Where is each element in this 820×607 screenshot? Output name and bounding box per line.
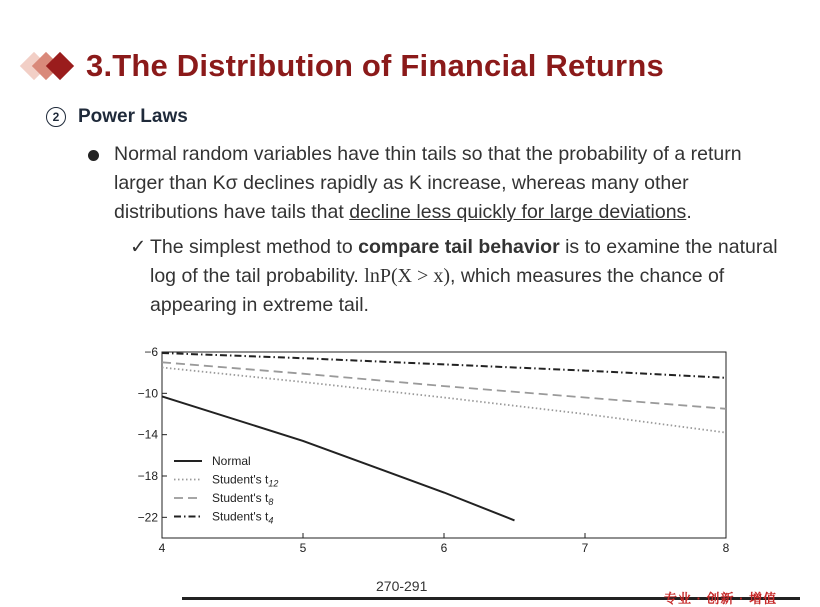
x-tick-label: 7 bbox=[581, 541, 589, 555]
x-tick-label: 4 bbox=[158, 541, 166, 555]
checkmark-icon: ✓ bbox=[130, 236, 147, 258]
section-heading bbox=[46, 106, 188, 128]
bullet-text-part: Normal random variables have thin tails so that the probability of a return larger than Kσ declines rapidly as K increase, whereas many other distributions have tails that bbox=[114, 143, 742, 223]
legend-label: Student's $t_{12}$ bbox=[212, 472, 279, 489]
legend-label: Student's $t_8$ bbox=[212, 491, 274, 507]
footer-slogan: 专业 · 创新 · 增值 bbox=[664, 591, 778, 606]
slide-title: 3.The Distribution of Financial Returns bbox=[86, 48, 664, 83]
math-expression: lnP(X > x) bbox=[364, 265, 450, 287]
section-number-badge: 2 bbox=[46, 107, 66, 127]
sub-bullet-part: is to examine the natural log of the tail probability. bbox=[150, 236, 778, 287]
y-tick-label: −10 bbox=[137, 386, 158, 401]
y-tick-label: −18 bbox=[137, 469, 158, 483]
bullet-text-end: . bbox=[686, 201, 692, 223]
series-line bbox=[162, 362, 726, 409]
diamond-logo-icon bbox=[18, 42, 80, 90]
y-tick-label: −14 bbox=[137, 427, 158, 442]
legend-label: Student's $t_4$ bbox=[212, 509, 274, 526]
bullet-underlined-text: decline less quickly for large deviations bbox=[349, 201, 687, 223]
y-tick-label: −6 bbox=[144, 345, 158, 359]
bullet-text bbox=[114, 140, 788, 227]
sub-bullet-part: The simplest method to bbox=[150, 236, 359, 258]
sub-bullet-text bbox=[150, 233, 780, 320]
legend-label: Normal bbox=[212, 454, 251, 468]
sub-bullet-bold: compare tail behavior bbox=[358, 236, 560, 258]
sub-bullet-end: , which measures the chance of appearing in extreme tail. bbox=[150, 265, 725, 316]
y-tick-label: −22 bbox=[137, 510, 158, 525]
x-tick-label: 5 bbox=[299, 541, 307, 555]
tail-probability-chart bbox=[120, 340, 740, 562]
title-bar bbox=[18, 42, 664, 90]
page-number: 270-291 bbox=[376, 578, 428, 594]
x-tick-label: 6 bbox=[440, 541, 448, 555]
x-tick-label: 8 bbox=[722, 541, 730, 555]
section-heading-text: Power Laws bbox=[78, 106, 188, 127]
sub-bullet bbox=[130, 233, 780, 320]
series-line bbox=[162, 353, 726, 378]
bullet-point bbox=[88, 140, 788, 227]
bullet-dot-icon bbox=[88, 150, 99, 161]
